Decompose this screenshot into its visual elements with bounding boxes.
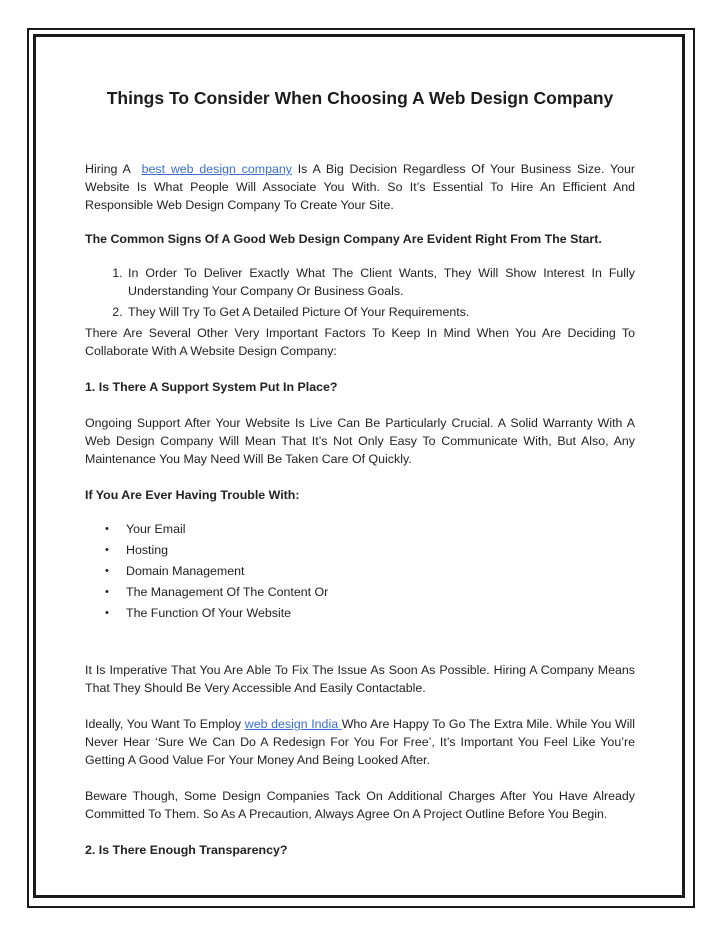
trouble-heading: If You Are Ever Having Trouble With: xyxy=(85,488,300,502)
section1-heading: 1. Is There A Support System Put In Place? xyxy=(85,380,338,394)
list-item: 1. In Order To Deliver Exactly What The Client Wants, They Will Show Interest In Fully Understanding Your Company Or Business Goals. xyxy=(126,264,635,300)
section2-heading: 2. Is There Enough Transparency? xyxy=(85,843,288,857)
bullet-icon: • xyxy=(105,565,109,577)
intro-text-start: Hiring A xyxy=(85,162,136,176)
list-item: • Domain Management xyxy=(105,564,245,578)
factors-paragraph: There Are Several Other Very Important Factors To Keep In Mind When You Are Deciding To Collaborate With A Website Design Company: xyxy=(85,326,635,358)
intro-paragraph xyxy=(85,160,635,214)
list-item: • Your Email xyxy=(105,522,186,536)
trouble-list xyxy=(85,520,635,622)
document-title: Things To Consider When Choosing A Web Design Company xyxy=(106,88,614,108)
bullet-icon: • xyxy=(105,523,109,535)
intro-text-end: Is A Big Decision Regardless Of Your Business Size. Your Website Is What People Will Associate You With. So It’s Essential To Hire An Efficient And Responsible Web Design Company To Create Your Site. xyxy=(85,162,635,212)
beware-paragraph: Beware Though, Some Design Companies Tack On Additional Charges After You Have Already Committed To Them. So As A Precaution, Always Agree On A Project Outline Before You Begin. xyxy=(85,789,635,821)
list-item: • The Management Of The Content Or xyxy=(105,585,329,599)
ideally-paragraph xyxy=(85,715,635,769)
bullet-icon: • xyxy=(105,544,109,556)
imperative-paragraph: It Is Imperative That You Are Able To Fix The Issue As Soon As Possible. Hiring A Company Means That They Should Be Very Accessible And Easily Contactable. xyxy=(85,663,635,695)
document-page xyxy=(85,84,635,859)
list-item: • Hosting xyxy=(105,543,169,557)
ideally-text-end: Who Are Happy To Go The Extra Mile. While You Will Never Hear ‘Sure We Can Do A Redesign For You For Free’, It’s Important You Feel Like You’re Getting A Good Value For Your Money And Being Looked After. xyxy=(85,717,635,767)
signs-heading: The Common Signs Of A Good Web Design Company Are Evident Right From The Start. xyxy=(85,232,602,246)
bullet-icon: • xyxy=(105,607,109,619)
web-design-india-link[interactable]: web design India xyxy=(244,717,342,731)
best-web-design-company-link[interactable]: best web design company xyxy=(141,162,292,176)
bullet-icon: • xyxy=(105,586,109,598)
list-item: 2. They Will Try To Get A Detailed Picture Of Your Requirements. xyxy=(126,303,635,321)
list-item: • The Function Of Your Website xyxy=(105,606,292,620)
support-paragraph: Ongoing Support After Your Website Is Live Can Be Particularly Crucial. A Solid Warranty With A Web Design Company Will Mean That It’s Not Only Easy To Communicate With, But Also, Any Maintenance You May Need Will Be Taken Care Of Quickly. xyxy=(85,416,635,466)
signs-list xyxy=(85,264,635,321)
ideally-text-start: Ideally, You Want To Employ xyxy=(85,717,245,731)
